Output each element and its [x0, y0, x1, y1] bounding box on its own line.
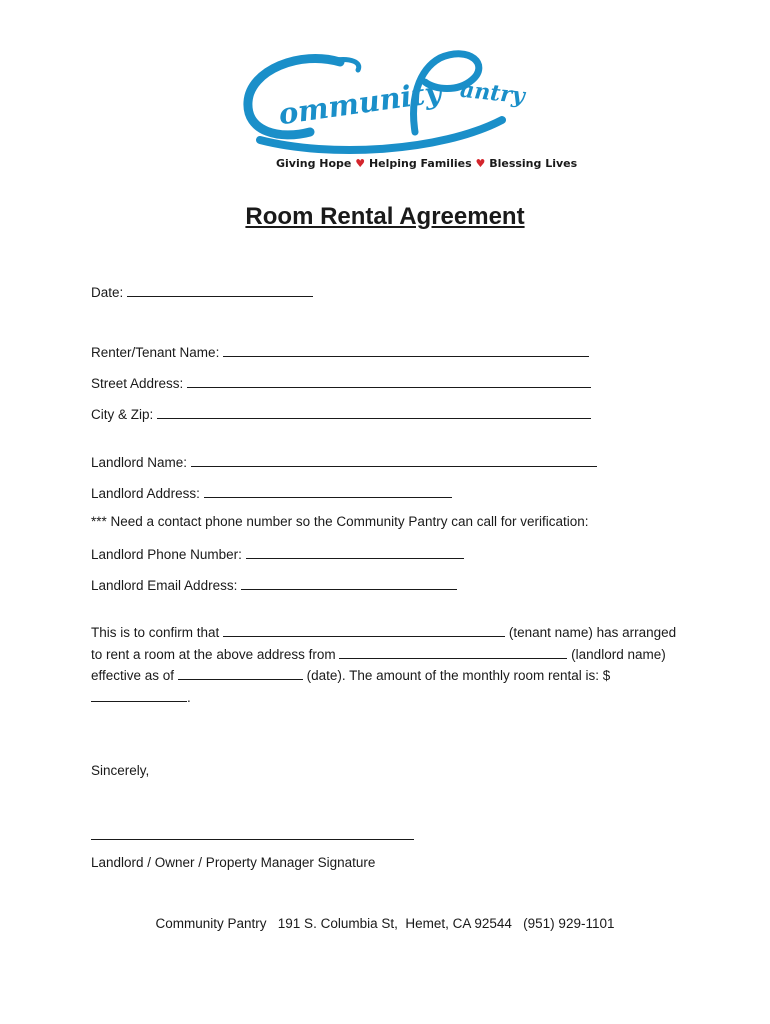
landlord-name-label: Landlord Name:: [91, 455, 188, 470]
signature-label: Landlord / Owner / Property Manager Signature: [91, 855, 376, 870]
landlord-phone-label: Landlord Phone Number:: [91, 547, 242, 562]
effective-date-blank[interactable]: [178, 665, 303, 680]
landlord-name-row: [91, 452, 597, 470]
confirmation-text-3: (landlord name) effective as of: [91, 646, 666, 683]
confirmation-text-5: .: [187, 689, 191, 705]
confirmation-text-4: (date). The amount of the monthly room rental is: $: [306, 668, 611, 683]
community-pantry-logo: [240, 40, 578, 180]
tagline-helping-families: Helping Families: [368, 157, 472, 170]
tenant-name-blank[interactable]: [223, 622, 505, 637]
landlord-email-field[interactable]: [241, 575, 457, 590]
confirmation-paragraph: [91, 622, 681, 708]
logo-word-antry: antry: [458, 76, 526, 110]
date-row: [91, 282, 313, 300]
landlord-email-label: Landlord Email Address:: [91, 578, 238, 593]
landlord-phone-row: [91, 544, 464, 562]
landlord-name-field[interactable]: [191, 452, 597, 467]
monthly-rent-blank[interactable]: [91, 687, 187, 702]
logo-word-ommunity: ommunity: [276, 74, 444, 132]
city-zip-row: [91, 404, 591, 422]
tenant-name-row: [91, 342, 589, 360]
confirmation-text-2: (tenant name) has arranged to rent a room at the above address from: [91, 625, 677, 662]
tagline-giving-hope: Giving Hope: [276, 157, 352, 170]
signature-field[interactable]: [91, 839, 414, 840]
footer-contact: Community Pantry 191 S. Columbia St, Hemet, CA 92544 (951) 929-1101: [155, 916, 615, 931]
closing-text: Sincerely,: [91, 763, 150, 778]
tenant-name-field[interactable]: [223, 342, 589, 357]
city-zip-label: City & Zip:: [91, 407, 154, 422]
page-title: Room Rental Agreement: [245, 203, 525, 230]
city-zip-field[interactable]: [157, 404, 591, 419]
heart-icon: ♥: [475, 157, 486, 170]
date-label: Date:: [91, 285, 124, 300]
date-field[interactable]: [127, 282, 313, 297]
heart-icon: ♥: [355, 157, 366, 170]
street-address-label: Street Address:: [91, 376, 184, 391]
street-address-field[interactable]: [187, 373, 591, 388]
landlord-phone-field[interactable]: [246, 544, 464, 559]
confirmation-text-1: This is to confirm that: [91, 625, 220, 640]
tenant-name-label: Renter/Tenant Name:: [91, 345, 220, 360]
street-address-row: [91, 373, 591, 391]
verification-note: *** Need a contact phone number so the Community Pantry can call for verification:: [91, 514, 589, 529]
landlord-email-row: [91, 575, 457, 593]
landlord-address-row: [91, 483, 452, 501]
tagline-blessing-lives: Blessing Lives: [489, 157, 578, 170]
landlord-address-field[interactable]: [204, 483, 452, 498]
logo-tagline: [276, 157, 577, 170]
landlord-address-label: Landlord Address:: [91, 486, 200, 501]
landlord-name-blank[interactable]: [339, 644, 567, 659]
